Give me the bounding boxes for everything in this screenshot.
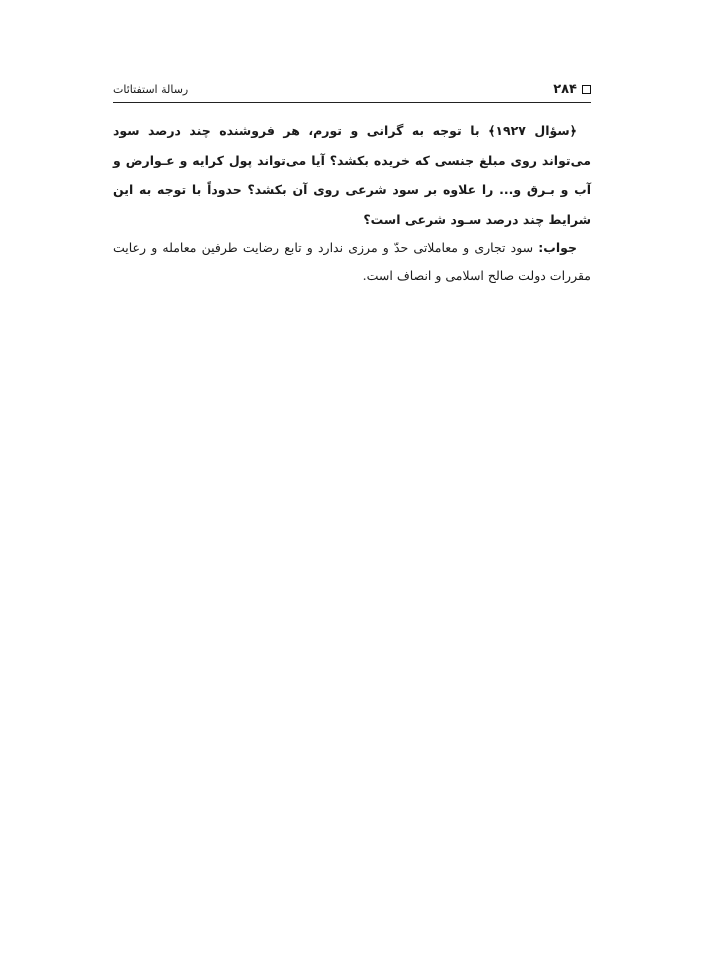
answer-text: سود تجاری و معاملاتی حدّ و مرزی ندارد و تابع رضایت طرفین معامله و رعایت مقررات دولت صالح اسلامی و انصاف است.	[113, 240, 591, 283]
question-paragraph	[113, 116, 591, 234]
page-number: ۲۸۴	[553, 81, 577, 97]
page-number-group	[553, 82, 591, 97]
answer-label: جواب:	[538, 240, 577, 255]
page-header	[113, 78, 591, 100]
header-divider	[113, 102, 591, 103]
answer-paragraph	[113, 234, 591, 290]
running-title: رسالة استفتائات	[113, 82, 189, 96]
question-label: ﴿سؤال ۱۹۲۷﴾	[488, 123, 577, 138]
question-text: با توجه به گرانی و تورم، هر فروشنده چند درصد سود می‌تواند روی مبلغ جنسی که خریده بکشد؟ آیا می‌تواند پول کرایه و عـوارض و آب و بـرق و... را علاوه بر سود شرعی روی آن بکشد؟ حدوداً با توجه به این شرایط چند درصد سـود شرعی است؟	[113, 123, 591, 227]
square-bullet-icon	[582, 85, 591, 94]
page-body	[113, 116, 591, 290]
